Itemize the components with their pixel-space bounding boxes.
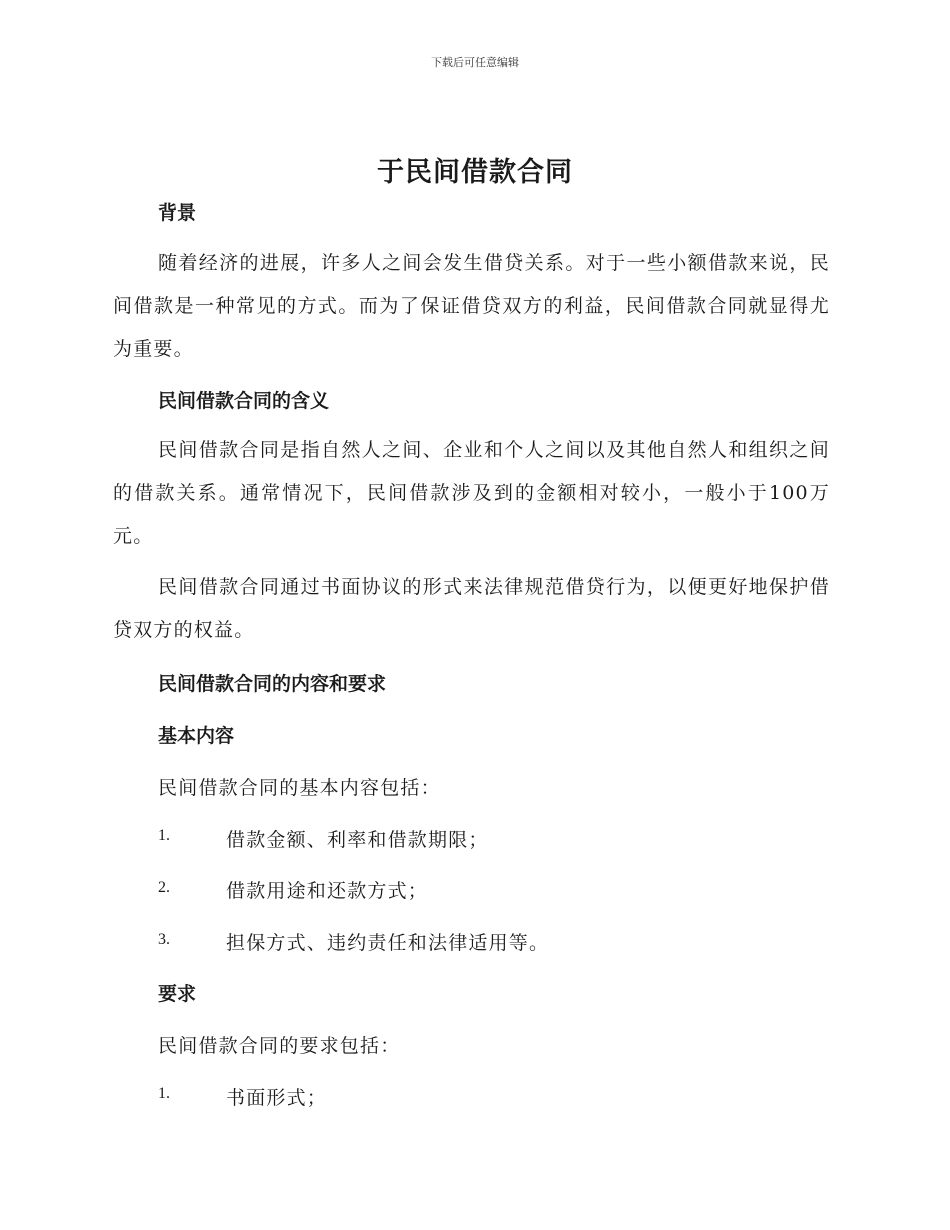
document-title: 于民间借款合同 — [377, 157, 573, 188]
list-item-text: 书面形式； — [226, 1087, 328, 1109]
list-item-text: 借款金额、利率和借款期限； — [226, 829, 489, 851]
paragraph-meaning-2: 民间借款合同通过书面协议的形式来法律规范借贷行为，以便更好地保护借贷双方的权益。 — [113, 576, 830, 641]
requirements-intro: 民间借款合同的要求包括： — [158, 1035, 401, 1057]
header-note: 下载后可任意编辑 — [431, 56, 519, 69]
heading-content: 民间借款合同的内容和要求 — [158, 673, 387, 695]
heading-meaning: 民间借款合同的含义 — [158, 390, 330, 412]
list-item-number: 3. — [158, 931, 170, 948]
heading-background: 背景 — [158, 202, 197, 224]
paragraph-meaning-1: 民间借款合同是指自然人之间、企业和个人之间以及其他自然人和组织之间的借款关系。通常情况下，民间借款涉及到的金额相对较小，一般小于100万元。 — [113, 439, 830, 547]
paragraph-background: 随着经济的进展，许多人之间会发生借贷关系。对于一些小额借款来说，民间借款是一种常见的方式。而为了保证借贷双方的利益，民间借款合同就显得尤为重要。 — [113, 252, 830, 360]
list-item-number: 2. — [158, 879, 170, 896]
list-item-text: 担保方式、违约责任和法律适用等。 — [226, 932, 550, 954]
heading-requirements: 要求 — [158, 983, 197, 1005]
heading-basic-content: 基本内容 — [158, 725, 235, 747]
list-item-text: 借款用途和还款方式； — [226, 880, 429, 902]
basic-intro: 民间借款合同的基本内容包括： — [158, 777, 441, 799]
list-item-number: 1. — [158, 1085, 170, 1102]
list-item-number: 1. — [158, 827, 170, 844]
